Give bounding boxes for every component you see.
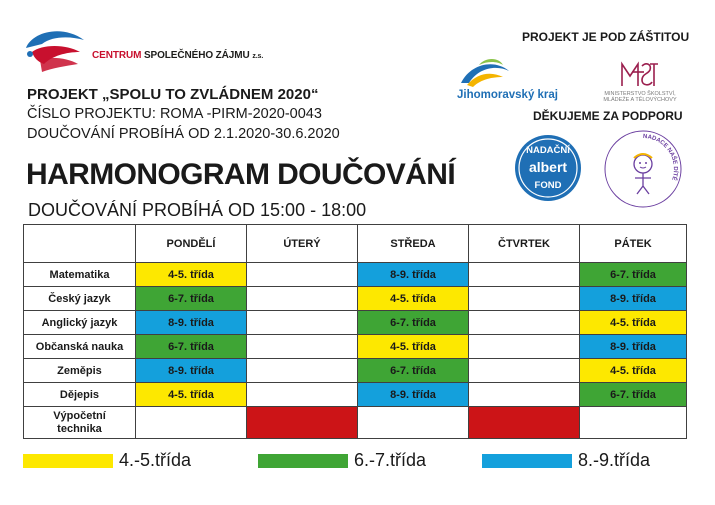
- table-row: [24, 287, 687, 311]
- thanks-title: DĚKUJEME ZA PODPORU: [533, 109, 683, 123]
- schedule-cell: 6-7. třída: [358, 359, 469, 383]
- schedule-cell: [247, 263, 358, 287]
- schedule-cell: [136, 407, 247, 439]
- project-number: ČÍSLO PROJEKTU: ROMA -PIRM-2020-0043: [27, 106, 322, 122]
- day-header: PÁTEK: [580, 225, 687, 263]
- subject-cell: Občanská nauka: [24, 335, 136, 359]
- kids-fund-emblem-icon: [602, 128, 684, 210]
- schedule-cell: 8-9. třída: [580, 287, 687, 311]
- schedule-cell: [469, 335, 580, 359]
- schedule-cell: [469, 311, 580, 335]
- table-row: [24, 263, 687, 287]
- msmt-label: MINISTERSTVO ŠKOLSTVÍ, MLÁDEŽE A TĚLOVÝCHOVY: [603, 91, 677, 103]
- schedule-cell: 8-9. třída: [136, 311, 247, 335]
- table-row: [24, 359, 687, 383]
- subject-cell: Zeměpis: [24, 359, 136, 383]
- subject-cell: Výpočetní technika: [24, 407, 136, 439]
- schedule-cell: [580, 407, 687, 439]
- day-header: ČTVRTEK: [469, 225, 580, 263]
- time-info: DOUČOVÁNÍ PROBÍHÁ OD 15:00 - 18:00: [28, 200, 367, 220]
- table-header-row: [24, 225, 687, 263]
- legend-label: 8.-9.třída: [578, 450, 651, 470]
- project-info: [27, 86, 427, 144]
- schedule-cell: [247, 359, 358, 383]
- msmt-logo: [592, 58, 688, 106]
- organization-name: CENTRUM SPOLEČNÉHO ZÁJMU z.s.: [92, 50, 264, 61]
- legend-swatch: [23, 454, 113, 468]
- project-title: PROJEKT „SPOLU TO ZVLÁDNEM 2020“: [27, 86, 319, 103]
- schedule-cell: [469, 407, 580, 439]
- schedule-cell: 6-7. třída: [136, 335, 247, 359]
- schedule-cell: [247, 287, 358, 311]
- schedule-cell: 6-7. třída: [580, 383, 687, 407]
- subject-cell: Matematika: [24, 263, 136, 287]
- subject-cell: Anglický jazyk: [24, 311, 136, 335]
- schedule-cell: 6-7. třída: [580, 263, 687, 287]
- page-title: HARMONOGRAM DOUČOVÁNÍ: [26, 158, 456, 191]
- schedule-cell: [358, 407, 469, 439]
- jmk-label: Jihomoravský kraj: [457, 89, 559, 101]
- schedule-table: [23, 224, 687, 439]
- schedule-cell: [469, 383, 580, 407]
- legend-label: 6.-7.třída: [354, 450, 427, 470]
- schedule-cell: 4-5. třída: [358, 335, 469, 359]
- day-header: PONDĚLÍ: [136, 225, 247, 263]
- schedule-cell: [247, 335, 358, 359]
- organization-logo: [22, 22, 264, 78]
- albert-fund-logo: NADAČNÍ albert FOND: [514, 134, 582, 202]
- schedule-cell: [247, 407, 358, 439]
- patronage-title: PROJEKT JE POD ZÁŠTITOU: [522, 30, 690, 44]
- schedule-cell: [469, 287, 580, 311]
- tutoring-period: DOUČOVÁNÍ PROBÍHÁ OD 2.1.2020-30.6.2020: [27, 126, 340, 142]
- subject-cell: Český jazyk: [24, 287, 136, 311]
- day-header: STŘEDA: [358, 225, 469, 263]
- schedule-cell: 6-7. třída: [136, 287, 247, 311]
- schedule-cell: [469, 359, 580, 383]
- schedule-cell: 4-5. třída: [580, 359, 687, 383]
- table-row: [24, 383, 687, 407]
- schedule-cell: 4-5. třída: [136, 383, 247, 407]
- hands-logo-icon: [22, 22, 92, 78]
- legend-swatch: [482, 454, 572, 468]
- schedule-cell: 8-9. třída: [358, 263, 469, 287]
- schedule-cell: 8-9. třída: [136, 359, 247, 383]
- table-row: [24, 335, 687, 359]
- subject-cell: Dějepis: [24, 383, 136, 407]
- schedule-cell: 4-5. třída: [358, 287, 469, 311]
- schedule-cell: [247, 383, 358, 407]
- schedule-cell: 4-5. třída: [580, 311, 687, 335]
- jmk-logo: [455, 53, 575, 103]
- header-empty-cell: [24, 225, 136, 263]
- legend-label: 4.-5.třída: [119, 450, 192, 470]
- schedule-cell: 6-7. třída: [358, 311, 469, 335]
- kids-fund-logo: [602, 128, 684, 210]
- day-header: ÚTERÝ: [247, 225, 358, 263]
- schedule-cell: [469, 263, 580, 287]
- legend-swatch: [258, 454, 348, 468]
- schedule-cell: [247, 311, 358, 335]
- schedule-cell: 4-5. třída: [136, 263, 247, 287]
- table-row: [24, 407, 687, 439]
- jmk-emblem-icon: [455, 53, 515, 89]
- table-row: [24, 311, 687, 335]
- schedule-cell: 8-9. třída: [358, 383, 469, 407]
- msmt-emblem-icon: [592, 58, 688, 90]
- svg-text:NADACE NAŠE DÍTĚ: NADACE NAŠE DÍTĚ: [642, 133, 678, 181]
- schedule-cell: 8-9. třída: [580, 335, 687, 359]
